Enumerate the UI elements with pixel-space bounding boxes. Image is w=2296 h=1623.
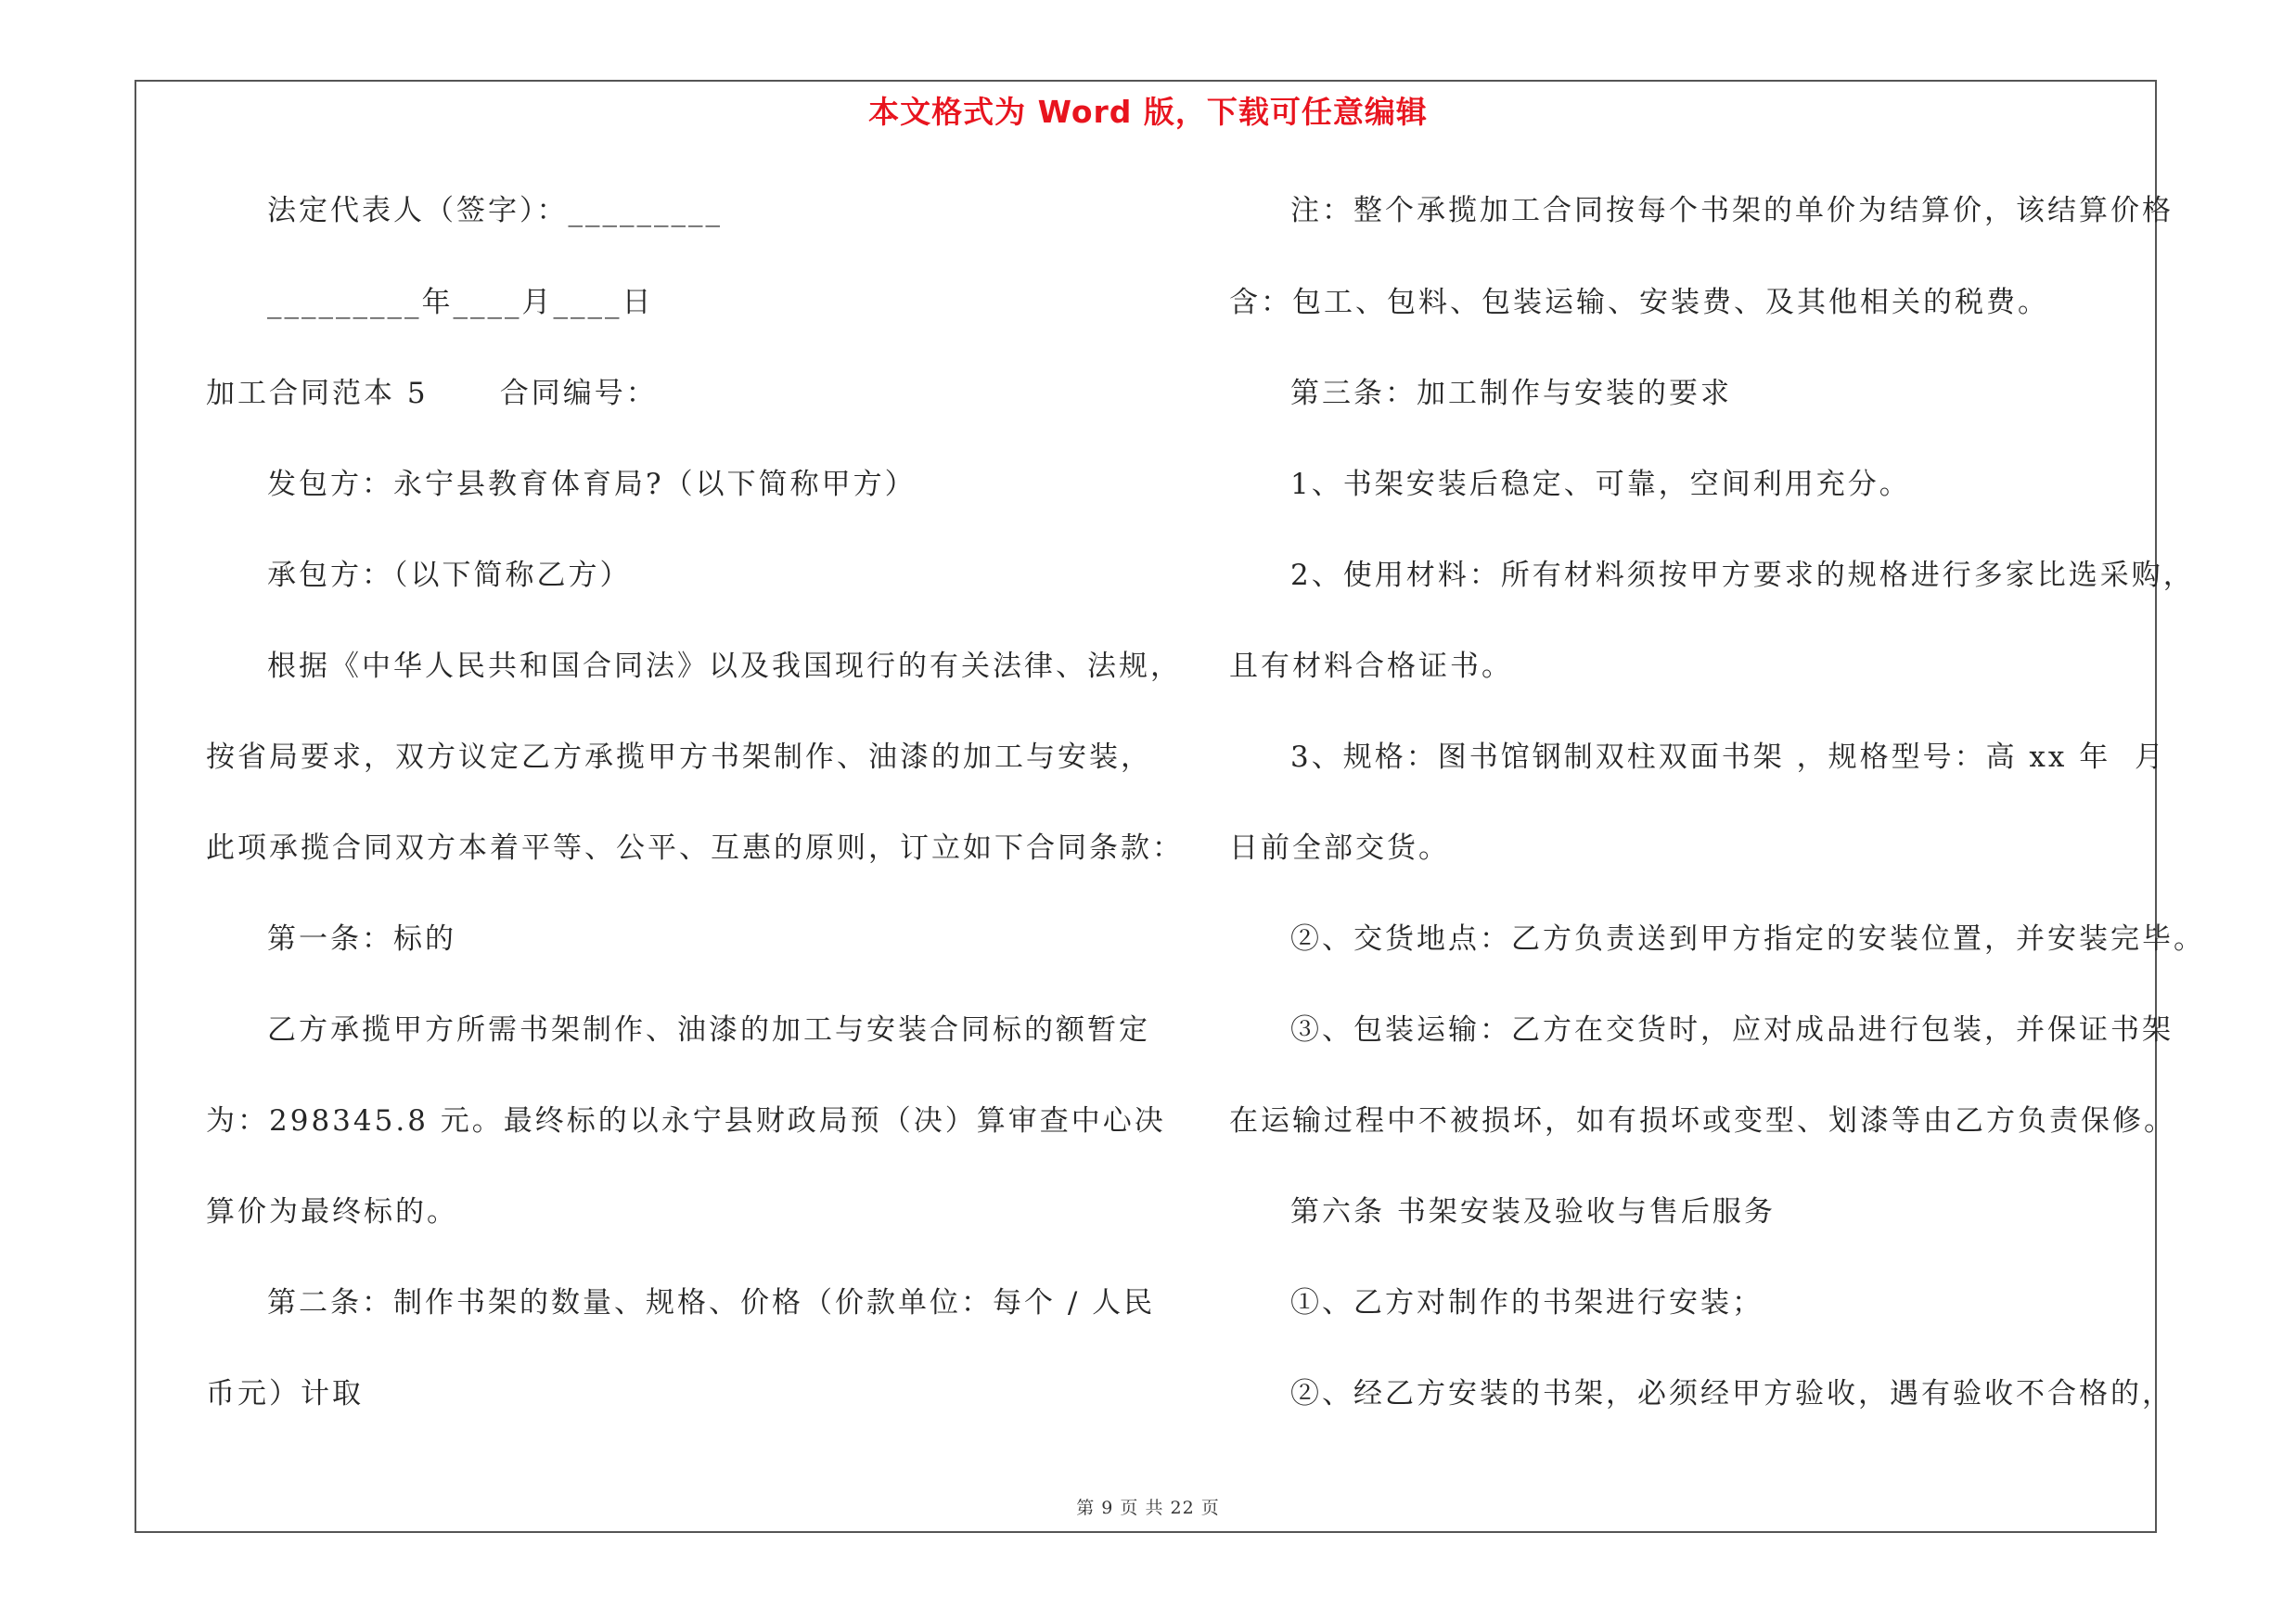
- contract-title-line: 加工合同范本 5 合同编号：: [206, 377, 658, 410]
- word-format-banner: 本文格式为 Word 版，下载可任意编辑: [868, 94, 1428, 130]
- list-item: 1、书架安装后稳定、可靠，空间利用充分。: [1290, 468, 1911, 501]
- legal-rep-signature-line: 法定代表人（签字）：_________: [267, 194, 723, 227]
- paragraph-line: 日前全部交货。: [1229, 831, 1450, 865]
- paragraph-line: 币元）计取: [206, 1377, 364, 1410]
- article-2-heading: 第二条：制作书架的数量、规格、价格（价款单位：每个 / 人民: [267, 1286, 1156, 1320]
- article-3-heading: 第三条：加工制作与安装的要求: [1290, 377, 1732, 410]
- list-item: ②、经乙方安装的书架，必须经甲方验收，遇有验收不合格的，: [1290, 1377, 2174, 1410]
- list-item: 3、规格：图书馆钢制双柱双面书架 ，规格型号：高 xx 年 月: [1290, 741, 2166, 774]
- paragraph-line: 在运输过程中不被损坏，如有损坏或变型、划漆等由乙方负责保修。: [1229, 1104, 2175, 1138]
- list-item: ①、乙方对制作的书架进行安装；: [1290, 1286, 1764, 1320]
- paragraph-line: 含：包工、包料、包装运输、安装费、及其他相关的税费。: [1229, 286, 2049, 319]
- page-number-footer: 第 9 页 共 22 页: [1076, 1498, 1220, 1518]
- date-line: _________年____月____日: [267, 286, 654, 319]
- paragraph-line: 算价为最终标的。: [206, 1195, 458, 1229]
- article-1-heading: 第一条：标的: [267, 922, 456, 956]
- paragraph-line: 且有材料合格证书。: [1229, 650, 1513, 683]
- paragraph-line: 乙方承揽甲方所需书架制作、油漆的加工与安装合同标的额暂定: [267, 1013, 1150, 1047]
- party-a-line: 发包方：永宁县教育体育局?（以下简称甲方）: [267, 468, 917, 501]
- paragraph-line: 根据《中华人民共和国合同法》以及我国现行的有关法律、法规，: [267, 650, 1182, 683]
- article-6-heading: 第六条 书架安装及验收与售后服务: [1290, 1195, 1776, 1229]
- list-item: ②、交货地点：乙方负责送到甲方指定的安装位置，并安装完毕。: [1290, 922, 2205, 956]
- note-line: 注：整个承揽加工合同按每个书架的单价为结算价，该结算价格: [1290, 194, 2174, 227]
- party-b-line: 承包方：（以下简称乙方）: [267, 559, 632, 592]
- list-item: 2、使用材料：所有材料须按甲方要求的规格进行多家比选采购，: [1290, 559, 2195, 592]
- paragraph-line: 此项承揽合同双方本着平等、公平、互惠的原则，订立如下合同条款：: [206, 831, 1184, 865]
- paragraph-line: 为：298345.8 元。最终标的以永宁县财政局预（决）算审查中心决: [206, 1104, 1166, 1138]
- paragraph-line: 按省局要求，双方议定乙方承揽甲方书架制作、油漆的加工与安装，: [206, 741, 1152, 774]
- list-item: ③、包装运输：乙方在交货时，应对成品进行包装，并保证书架: [1290, 1013, 2174, 1047]
